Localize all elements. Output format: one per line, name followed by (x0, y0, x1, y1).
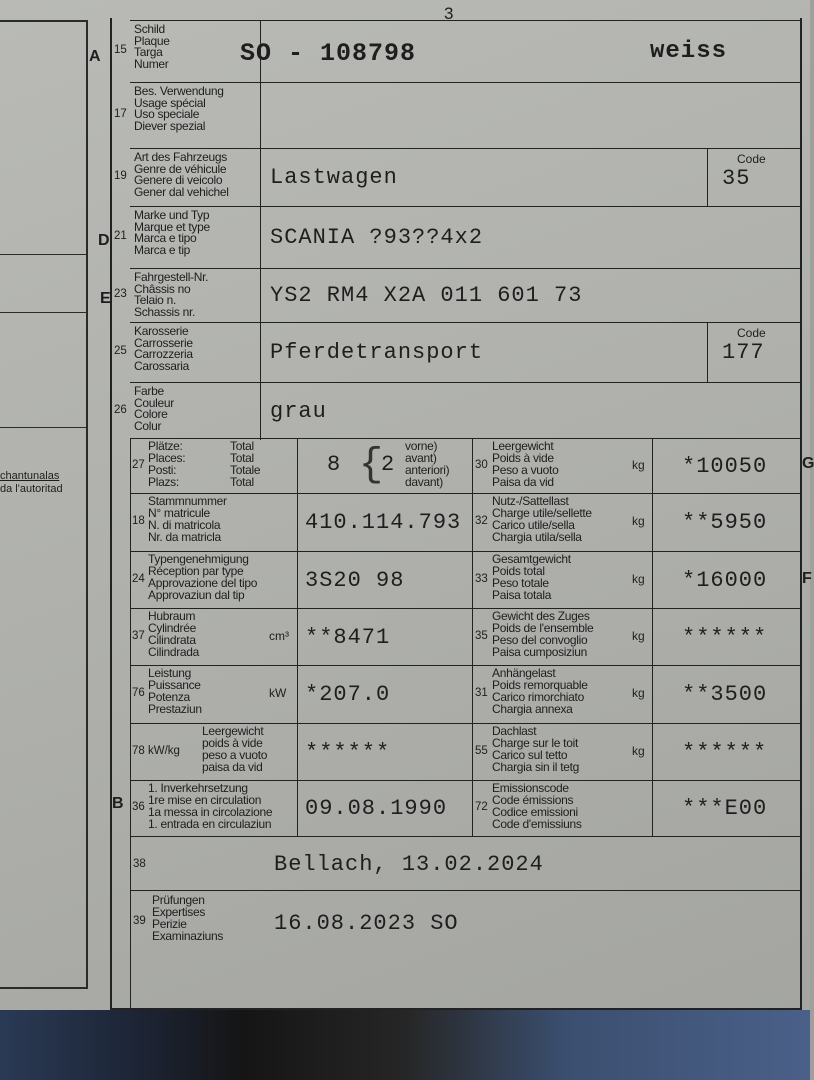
field-label: Cilindrada (148, 645, 200, 659)
value-cell (260, 82, 800, 148)
field-label: Prestaziun (148, 702, 202, 716)
field-value: ****** (682, 739, 768, 765)
field-label: Plazs: (148, 475, 179, 489)
unit-label: cm³ (269, 628, 289, 643)
side-letter-a: A (89, 48, 101, 65)
field-label: Code d'emissiuns (492, 817, 582, 831)
field-label: 1. Inverkehrsetzung (148, 781, 248, 795)
brace-icon: { (359, 443, 385, 488)
field-label: peso a vuoto (202, 748, 268, 762)
unit-label: kW (269, 686, 287, 700)
field-number: 15 (114, 44, 127, 56)
field-number: 55 (475, 744, 488, 757)
field-number: 33 (475, 572, 488, 585)
field-label: Carossaria (134, 358, 190, 373)
field-label: Fahrgestell-Nr. (134, 270, 209, 284)
field-label: Plätze: (148, 439, 183, 453)
field-number: 26 (114, 404, 127, 416)
field-label: Marca e tip (134, 242, 191, 257)
form-row-f39 (130, 890, 800, 1008)
field-label: Numer (134, 56, 169, 71)
field-number: 36 (132, 801, 145, 813)
field-label: Carrozzeria (134, 347, 193, 361)
side-letter-d: D (98, 232, 110, 249)
field-value: Lastwagen (270, 165, 398, 190)
background-fabric (0, 1010, 810, 1080)
field-label: Couleur (134, 395, 174, 410)
unit-label: kg (632, 514, 645, 528)
front-label: vorne) (405, 439, 438, 453)
field-label: Nutz-/Sattellast (492, 494, 569, 508)
divider (0, 427, 86, 428)
field-label: Peso totale (492, 576, 549, 590)
field-number: 78 kW/kg (132, 744, 180, 757)
field-label: Gener dal vehichel (134, 184, 229, 199)
left-page-line: chantunalas (0, 470, 60, 482)
field-label: Carico utile/sella (492, 518, 575, 532)
side-letter-f: F (802, 570, 812, 587)
color-value: weiss (650, 38, 728, 65)
side-letter-g: G (802, 455, 814, 472)
field-label: Karosserie (134, 324, 189, 338)
field-value: *16000 (682, 567, 768, 593)
field-label: Typengenehmigung (148, 552, 249, 566)
field-label: Codice emissioni (492, 805, 578, 819)
field-number: 30 (475, 458, 488, 471)
field-label: 1a messa in circolazione (148, 805, 273, 819)
field-label: Poids à vide (492, 451, 554, 465)
field-sublabel: Totale (230, 463, 261, 477)
field-label: poids à vide (202, 736, 263, 750)
field-label: Peso a vuoto (492, 463, 559, 477)
field-number: 24 (132, 572, 145, 585)
field-label: Paisa da vid (492, 475, 554, 489)
field-number: 76 (132, 687, 145, 699)
field-label: Genre de véhicule (134, 161, 227, 176)
code-label: Code (737, 152, 766, 166)
field-value: Pferdetransport (270, 340, 484, 365)
field-label: Paisa cumposiziun (492, 645, 587, 659)
field-label: Art des Fahrzeugs (134, 150, 227, 164)
field-label: Bes. Verwendung (134, 84, 224, 98)
field-label: Marca e tipo (134, 231, 197, 245)
side-letter-b: B (112, 795, 124, 812)
code-value: 177 (722, 340, 765, 365)
field-label: Dachlast (492, 724, 537, 738)
field-label: Code émissions (492, 793, 574, 807)
field-label: Chargia utila/sella (492, 530, 582, 544)
field-number: 17 (114, 108, 127, 120)
field-label: Stammnummer (148, 494, 227, 508)
field-label: Posti: (148, 463, 177, 477)
field-label: Hubraum (148, 609, 196, 623)
field-value: 3S20 98 (305, 567, 405, 593)
field-value: ****** (682, 624, 768, 650)
field-label: N. di matricola (148, 518, 221, 532)
field-number: 37 (132, 629, 145, 642)
field-label: Perizie (152, 917, 187, 931)
field-label: Approvazione del tipo (148, 576, 258, 590)
field-value: ***E00 (682, 796, 768, 821)
field-label: Peso del convoglio (492, 633, 588, 647)
field-value: Bellach, 13.02.2024 (274, 852, 544, 877)
field-value: ****** (305, 739, 391, 765)
field-label: Anhängelast (492, 666, 556, 680)
field-label: Paisa totala (492, 588, 552, 602)
field-label: Leistung (148, 666, 191, 680)
field-label: Colore (134, 407, 168, 421)
field-label: Gewicht des Zuges (492, 609, 590, 623)
field-label: Potenza (148, 690, 190, 704)
unit-label: kg (632, 743, 645, 758)
field-label: Genere di veicolo (134, 173, 223, 187)
field-label: Leergewicht (202, 724, 264, 738)
field-label: paisa da vid (202, 760, 263, 774)
field-label: Puissance (148, 678, 201, 692)
field-sublabel: Total (230, 475, 254, 489)
field-value: SCANIA ?93??4x2 (270, 225, 484, 250)
field-label: Nr. da matricla (148, 530, 221, 544)
field-label: Cylindrée (148, 621, 196, 635)
field-number: 23 (114, 288, 127, 300)
field-sublabel: Total (230, 451, 254, 465)
field-label: Examinaziuns (152, 929, 224, 943)
field-label: Diever spezial (134, 118, 206, 133)
field-value: *10050 (682, 453, 768, 479)
field-value: **3500 (682, 682, 768, 707)
field-label: Usage spécial (134, 95, 206, 110)
field-label: N° matricule (148, 506, 210, 520)
field-label: Schild (134, 22, 165, 36)
field-number: 32 (475, 515, 488, 527)
field-number: 25 (114, 345, 127, 357)
field-label: Schassis nr. (134, 304, 196, 319)
field-label: Colur (134, 418, 162, 433)
field-label: Carrosserie (134, 335, 193, 350)
front-label: anteriori) (405, 463, 450, 477)
left-page-line: da l'autoritad (0, 483, 63, 495)
field-label: Chargia annexa (492, 702, 573, 716)
field-label: Farbe (134, 384, 164, 398)
field-label: Châssis no (134, 281, 191, 296)
field-label: Prüfungen (152, 893, 205, 907)
field-number: 27 (132, 458, 145, 471)
field-label: Telaio n. (134, 293, 176, 307)
seats-front: 2 (381, 452, 396, 477)
unit-label: kg (632, 686, 645, 700)
front-label: davant) (405, 475, 443, 489)
field-label: Uso speciale (134, 107, 200, 121)
code-label: Code (737, 326, 766, 340)
unit-label: kg (632, 571, 645, 586)
field-value: YS2 RM4 X2A 011 601 73 (270, 283, 583, 308)
field-number: 72 (475, 801, 488, 813)
field-label: Approvaziun dal tip (148, 588, 245, 602)
unit-label: kg (632, 457, 645, 472)
field-label: Poids de l'ensemble (492, 621, 594, 635)
field-number: 35 (475, 629, 488, 642)
field-label: Marque et type (134, 219, 210, 234)
left-page (0, 20, 88, 989)
field-label: Places: (148, 451, 186, 465)
field-label: Emissionscode (492, 781, 569, 795)
value-cell (260, 382, 800, 440)
seats-total: 8 (327, 452, 342, 477)
field-label: 1re mise en circulation (148, 793, 262, 807)
field-value: *207.0 (305, 682, 391, 707)
page-number: 3 (444, 4, 454, 23)
divider (0, 312, 86, 313)
field-label: Poids remorquable (492, 678, 588, 692)
field-label: Réception par type (148, 564, 244, 578)
field-number: 19 (114, 170, 127, 182)
field-value: **8471 (305, 624, 391, 650)
field-number: 38 (133, 858, 146, 870)
unit-label: kg (632, 628, 645, 643)
field-value: 09.08.1990 (305, 796, 448, 821)
field-value: grau (270, 399, 327, 424)
field-label: Chargia sin il tetg (492, 760, 580, 774)
field-label: Marke und Typ (134, 208, 210, 222)
field-label: Charge utile/sellette (492, 506, 592, 520)
field-value: SO - 108798 (240, 39, 417, 68)
field-label: Expertises (152, 905, 206, 919)
field-value: 410.114.793 (305, 510, 462, 535)
field-value: 16.08.2023 SO (274, 911, 459, 936)
registration-form (110, 18, 802, 1010)
field-label: 1. entrada en circulaziun (148, 817, 272, 831)
field-value: **5950 (682, 510, 768, 535)
side-letter-e: E (100, 290, 111, 307)
field-number: 21 (114, 230, 127, 242)
field-label: Leergewicht (492, 439, 554, 453)
field-number: 31 (475, 687, 488, 699)
field-label: Carico rimorchiato (492, 690, 584, 704)
left-page-text (0, 470, 63, 496)
field-sublabel: Total (230, 439, 254, 453)
field-label: Cilindrata (148, 633, 196, 647)
field-label: Targa (134, 45, 163, 59)
field-number: 39 (133, 915, 146, 927)
field-label: Plaque (134, 33, 170, 48)
front-label: avant) (405, 451, 437, 465)
field-label: Carico sul tetto (492, 748, 568, 762)
divider (0, 254, 86, 255)
field-label: Gesamtgewicht (492, 552, 571, 566)
field-label: Charge sur le toit (492, 736, 578, 750)
field-label: Poids total (492, 564, 545, 578)
code-value: 35 (722, 166, 751, 191)
field-number: 18 (132, 515, 145, 527)
